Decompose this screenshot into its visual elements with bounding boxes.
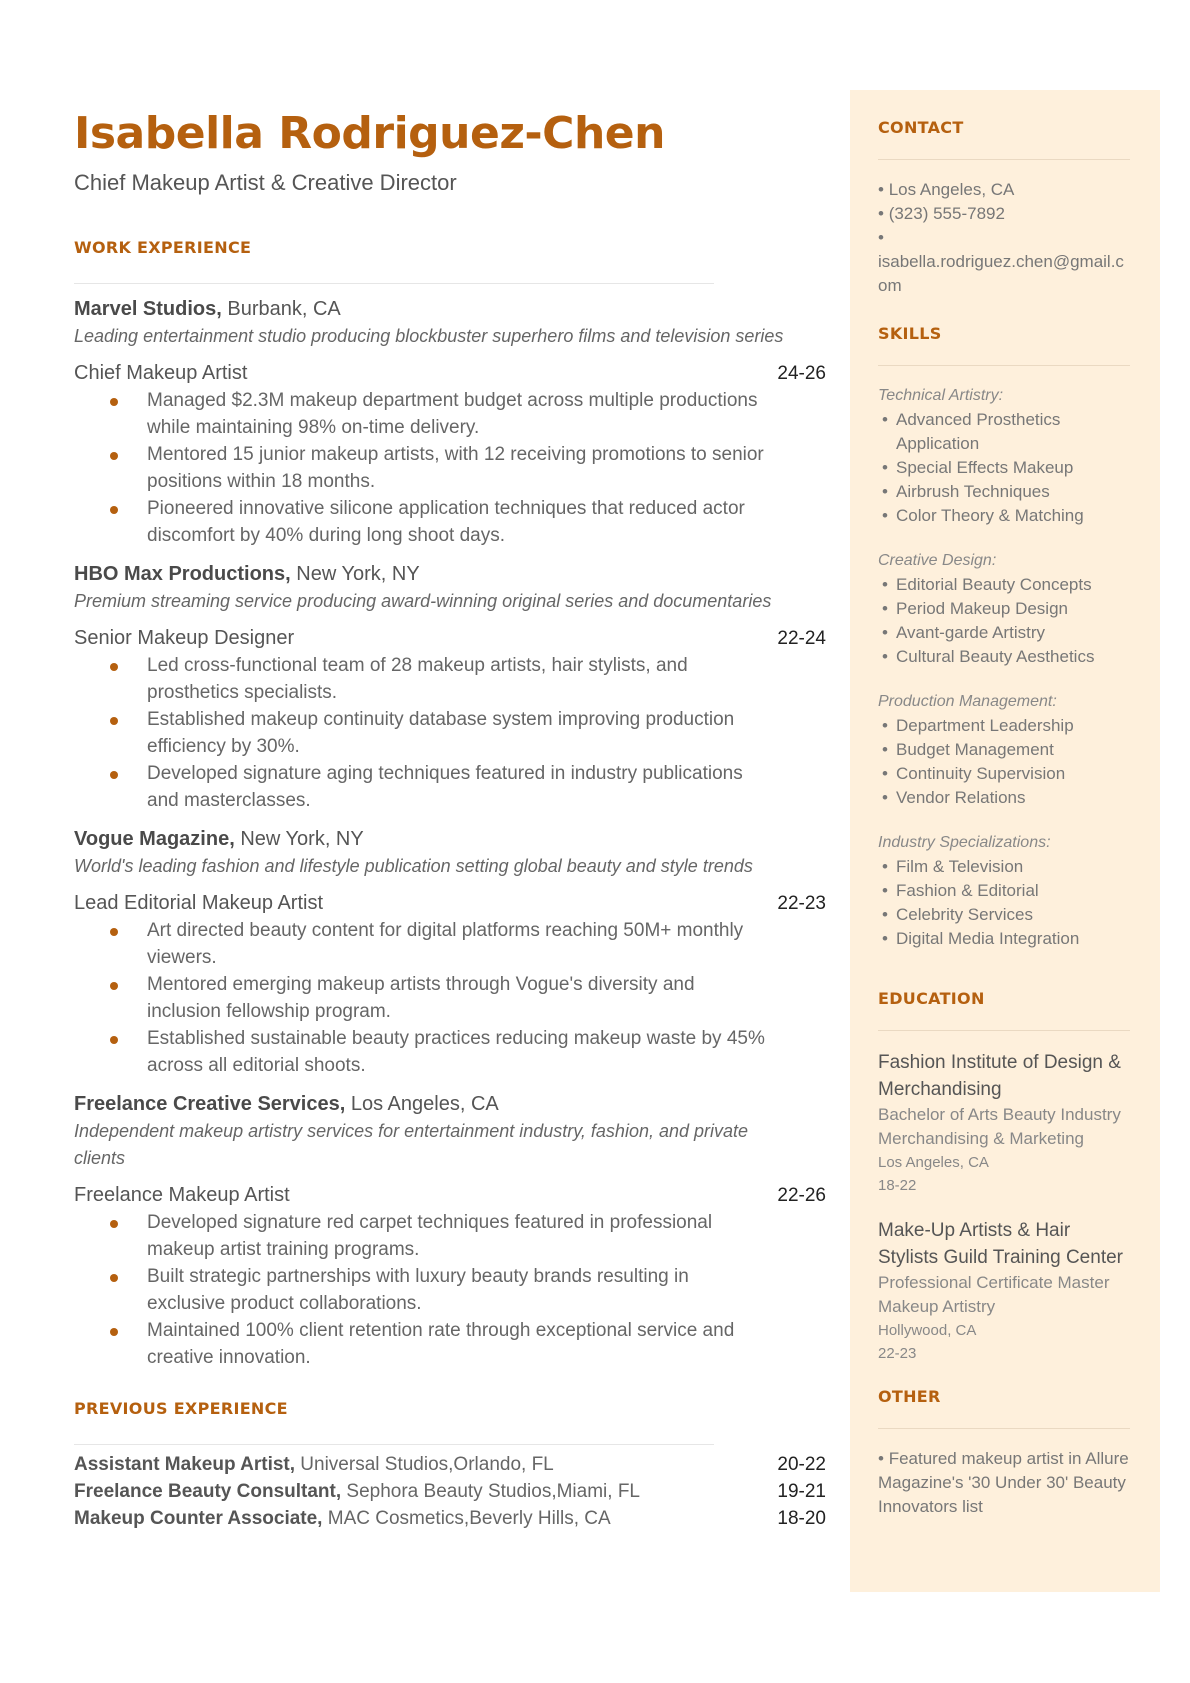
education-degree: Professional Certificate Master Makeup Artistry — [878, 1273, 1110, 1316]
achievement-text: Maintained 100% client retention rate through exceptional service and creative innovation. — [147, 1320, 735, 1369]
work-experience-list — [74, 296, 826, 1371]
bullet-dot-icon: • — [882, 647, 888, 666]
achievement-item — [74, 1317, 767, 1371]
bullet-dot-icon: • — [882, 857, 888, 876]
achievement-text: Established sustainable beauty practices reducing makeup waste by 45% across all editorial shoots. — [147, 1028, 765, 1077]
skill-group — [878, 831, 1130, 951]
work-experience-heading: WORK EXPERIENCE — [74, 238, 252, 258]
skill-item — [878, 621, 1130, 645]
skill-group — [878, 690, 1130, 810]
role-row — [74, 1182, 826, 1209]
divider — [74, 1444, 714, 1445]
bullet-dot-icon — [110, 928, 118, 936]
skill-item — [878, 597, 1130, 621]
previous-role-title: Makeup Counter Associate, — [74, 1508, 323, 1530]
divider — [74, 283, 714, 284]
bullet-dot-icon — [110, 506, 118, 514]
achievement-item — [74, 971, 767, 1025]
bullet-dot-icon — [110, 982, 118, 990]
skill-text: Avant-garde Artistry — [896, 623, 1045, 642]
previous-role-dates: 18-20 — [777, 1508, 826, 1530]
skill-text: Editorial Beauty Concepts — [896, 575, 1092, 594]
company-line — [74, 561, 826, 588]
contact-heading: CONTACT — [878, 118, 964, 137]
company-name: HBO Max Productions, — [74, 563, 291, 586]
skill-item — [878, 738, 1130, 762]
skill-text: Celebrity Services — [896, 905, 1033, 924]
skill-group — [878, 384, 1130, 528]
skill-text: Advanced Prosthetics Application — [896, 410, 1061, 453]
previous-role-row — [74, 1505, 826, 1532]
bullet-dot-icon — [110, 771, 118, 779]
skill-item — [878, 714, 1130, 738]
education-school: Fashion Institute of Design & Merchandising — [878, 1052, 1121, 1100]
contact-email[interactable]: • isabella.rodriguez.chen@gmail.com — [878, 228, 1124, 295]
candidate-name: Isabella Rodriguez-Chen — [74, 108, 665, 159]
skill-group — [878, 549, 1130, 669]
skill-text: Fashion & Editorial — [896, 881, 1039, 900]
company-line — [74, 296, 826, 323]
bullet-dot-icon: • — [882, 623, 888, 642]
achievement-text: Managed $2.3M makeup department budget across multiple productions while maintaining 98% on-time delivery. — [147, 390, 758, 439]
company-description: World's leading fashion and lifestyle publication setting global beauty and style trends — [74, 856, 753, 877]
bullet-dot-icon — [110, 398, 118, 406]
previous-experience-list — [74, 1451, 826, 1532]
skill-text: Film & Television — [896, 857, 1024, 876]
bullet-dot-icon — [110, 1274, 118, 1282]
bullet-dot-icon: • — [882, 482, 888, 501]
education-degree: Bachelor of Arts Beauty Industry Merchandising & Marketing — [878, 1105, 1121, 1148]
education-location: Hollywood, CA — [878, 1322, 977, 1339]
previous-experience-heading: PREVIOUS EXPERIENCE — [74, 1399, 288, 1419]
previous-role — [74, 1478, 640, 1505]
achievement-text: Led cross-functional team of 28 makeup artists, hair stylists, and prosthetics specialists. — [147, 655, 688, 704]
role-title: Chief Makeup Artist — [74, 362, 248, 385]
work-entry — [74, 296, 826, 549]
bullet-dot-icon: • — [882, 740, 888, 759]
achievement-item — [74, 1209, 767, 1263]
achievement-text: Pioneered innovative silicone application techniques that reduced actor discomfort by 40% during long shoot days. — [147, 498, 745, 547]
other-item: • Featured makeup artist in Allure Magazine's '30 Under 30' Beauty Innovators list — [878, 1449, 1129, 1516]
work-entry — [74, 826, 826, 1079]
skill-item — [878, 786, 1130, 810]
skill-text: Airbrush Techniques — [896, 482, 1050, 501]
bullet-dot-icon: • — [882, 506, 888, 525]
role-row — [74, 890, 826, 917]
role-dates: 22-23 — [777, 893, 826, 915]
skill-text: Continuity Supervision — [896, 764, 1066, 783]
previous-role — [74, 1505, 611, 1532]
skill-text: Cultural Beauty Aesthetics — [896, 647, 1095, 666]
company-location: New York, NY — [296, 563, 420, 586]
bullet-dot-icon — [110, 1328, 118, 1336]
company-description: Leading entertainment studio producing blockbuster superhero films and television series — [74, 326, 784, 347]
achievement-item — [74, 652, 767, 706]
education-location: Los Angeles, CA — [878, 1154, 989, 1171]
skill-item — [878, 480, 1130, 504]
other-list — [878, 1447, 1130, 1519]
company-line — [74, 1091, 826, 1118]
role-title: Lead Editorial Makeup Artist — [74, 892, 324, 915]
achievement-text: Developed signature aging techniques featured in industry publications and masterclasses. — [147, 763, 743, 812]
skill-item — [878, 879, 1130, 903]
previous-role-title: Assistant Makeup Artist, — [74, 1454, 296, 1476]
skill-item — [878, 456, 1130, 480]
skill-category: Creative Design: — [878, 552, 997, 569]
achievement-text: Art directed beauty content for digital platforms reaching 50M+ monthly viewers. — [147, 920, 744, 969]
role-title: Senior Makeup Designer — [74, 627, 295, 650]
bullet-dot-icon: • — [882, 575, 888, 594]
achievement-text: Developed signature red carpet techniques featured in professional makeup artist training programs. — [147, 1212, 713, 1261]
bullet-dot-icon: • — [882, 905, 888, 924]
previous-role-row — [74, 1451, 826, 1478]
education-heading: EDUCATION — [878, 989, 985, 1008]
company-line — [74, 826, 826, 853]
bullet-dot-icon — [110, 452, 118, 460]
bullet-dot-icon: • — [882, 599, 888, 618]
education-dates: 22-23 — [878, 1345, 917, 1362]
role-row — [74, 625, 826, 652]
skill-text: Special Effects Makeup — [896, 458, 1074, 477]
achievement-text: Mentored emerging makeup artists through Vogue's diversity and inclusion fellowship program. — [147, 974, 695, 1023]
skill-text: Vendor Relations — [896, 788, 1026, 807]
candidate-title: Chief Makeup Artist & Creative Director — [74, 170, 457, 196]
achievement-item — [74, 1263, 767, 1317]
role-dates: 22-24 — [777, 628, 826, 650]
company-name: Freelance Creative Services, — [74, 1093, 346, 1116]
skill-category: Technical Artistry: — [878, 387, 1004, 404]
bullet-dot-icon — [110, 663, 118, 671]
work-entry — [74, 561, 826, 814]
achievement-item — [74, 1025, 767, 1079]
previous-role-dates: 20-22 — [777, 1454, 826, 1476]
skill-text: Period Makeup Design — [896, 599, 1068, 618]
previous-role-place: MAC Cosmetics,Beverly Hills, CA — [327, 1508, 611, 1530]
skill-item — [878, 762, 1130, 786]
bullet-dot-icon: • — [882, 458, 888, 477]
skill-text: Digital Media Integration — [896, 929, 1080, 948]
achievement-list — [74, 652, 826, 814]
education-school: Make-Up Artists & Hair Stylists Guild Training Center — [878, 1220, 1123, 1268]
skill-item — [878, 408, 1130, 456]
education-list — [878, 1049, 1130, 1365]
bullet-dot-icon: • — [882, 410, 888, 429]
company-name: Marvel Studios, — [74, 298, 222, 321]
education-dates: 18-22 — [878, 1177, 917, 1194]
skill-item — [878, 645, 1130, 669]
skill-text: Department Leadership — [896, 716, 1074, 735]
achievement-item — [74, 917, 767, 971]
bullet-dot-icon — [110, 1036, 118, 1044]
achievement-item — [74, 495, 767, 549]
skills-list — [878, 384, 1130, 951]
role-dates: 22-26 — [777, 1185, 826, 1207]
sidebar — [850, 90, 1160, 1592]
previous-role-title: Freelance Beauty Consultant, — [74, 1481, 342, 1503]
contact-location: • Los Angeles, CA — [878, 180, 1015, 199]
skill-item — [878, 573, 1130, 597]
company-location: Burbank, CA — [227, 298, 341, 321]
company-location: Los Angeles, CA — [350, 1093, 499, 1116]
company-name: Vogue Magazine, — [74, 828, 235, 851]
company-description: Independent makeup artistry services for entertainment industry, fashion, and private clients — [74, 1121, 749, 1169]
skills-heading: SKILLS — [878, 324, 942, 343]
role-row — [74, 360, 826, 387]
previous-role-place: Sephora Beauty Studios,Miami, FL — [346, 1481, 640, 1503]
role-dates: 24-26 — [777, 363, 826, 385]
skill-item — [878, 855, 1130, 879]
divider — [878, 365, 1130, 366]
previous-role-dates: 19-21 — [777, 1481, 826, 1503]
main-column — [74, 110, 826, 1532]
achievement-list — [74, 917, 826, 1079]
achievement-list — [74, 1209, 826, 1371]
divider — [878, 1030, 1130, 1031]
divider — [878, 159, 1130, 160]
skill-item — [878, 927, 1130, 951]
skill-text: Budget Management — [896, 740, 1054, 759]
achievement-item — [74, 441, 767, 495]
achievement-text: Mentored 15 junior makeup artists, with 12 receiving promotions to senior positions within 18 months. — [147, 444, 764, 493]
bullet-dot-icon: • — [882, 716, 888, 735]
bullet-dot-icon: • — [882, 788, 888, 807]
achievement-text: Built strategic partnerships with luxury beauty brands resulting in exclusive product collaborations. — [147, 1266, 689, 1315]
other-heading: OTHER — [878, 1387, 941, 1406]
bullet-dot-icon: • — [882, 881, 888, 900]
company-description: Premium streaming service producing award-winning original series and documentaries — [74, 591, 772, 612]
achievement-item — [74, 387, 767, 441]
bullet-dot-icon — [110, 717, 118, 725]
skill-item — [878, 903, 1130, 927]
achievement-list — [74, 387, 826, 549]
divider — [878, 1428, 1130, 1429]
contact-phone: • (323) 555-7892 — [878, 204, 1005, 223]
previous-role-row — [74, 1478, 826, 1505]
achievement-item — [74, 760, 767, 814]
company-location: New York, NY — [240, 828, 364, 851]
skill-category: Production Management: — [878, 693, 1057, 710]
bullet-dot-icon — [110, 1220, 118, 1228]
previous-role — [74, 1451, 554, 1478]
education-entry — [878, 1217, 1130, 1365]
achievement-text: Established makeup continuity database system improving production efficiency by 30%. — [147, 709, 735, 758]
bullet-dot-icon: • — [882, 929, 888, 948]
achievement-item — [74, 706, 767, 760]
previous-role-place: Universal Studios,Orlando, FL — [300, 1454, 554, 1476]
work-entry — [74, 1091, 826, 1371]
skill-text: Color Theory & Matching — [896, 506, 1084, 525]
education-entry — [878, 1049, 1130, 1197]
skill-item — [878, 504, 1130, 528]
role-title: Freelance Makeup Artist — [74, 1184, 290, 1207]
bullet-dot-icon: • — [882, 764, 888, 783]
skill-category: Industry Specializations: — [878, 834, 1051, 851]
other-text: Featured makeup artist in Allure Magazine's '30 Under 30' Beauty Innovators list — [878, 1449, 1129, 1516]
